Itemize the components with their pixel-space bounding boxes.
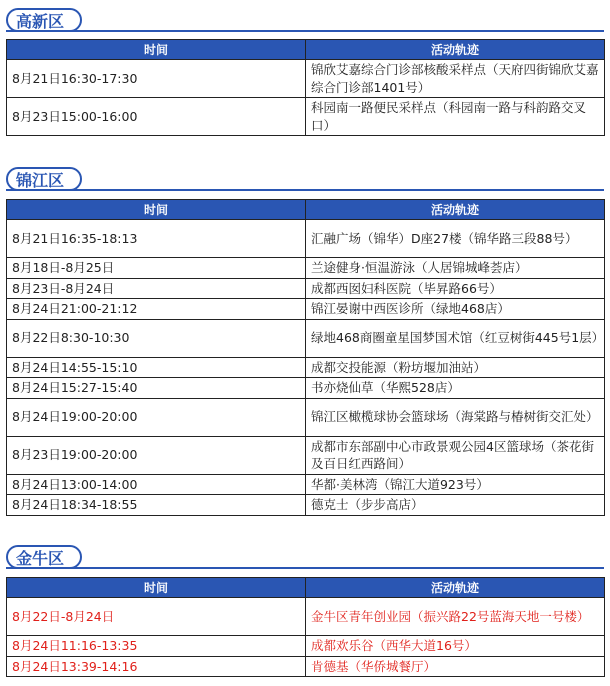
district-badge [6,167,82,191]
track-cell: 德克士（步步高店） [306,495,605,516]
column-header-track: 活动轨迹 [306,578,605,598]
table-row [7,220,605,258]
column-header-track: 活动轨迹 [306,40,605,60]
time-cell: 8月22日8:30-10:30 [7,319,306,357]
track-cell: 肯德基（华侨城餐厅） [306,656,605,677]
table-row [7,636,605,657]
time-cell: 8月24日14:55-15:10 [7,357,306,378]
time-cell: 8月23日-8月24日 [7,278,306,299]
table-row [7,98,605,136]
track-cell: 成都市东部副中心市政景观公园4区篮球场（茶花街及百日红西路间） [306,436,605,474]
track-cell: 成都交投能源（粉坊堰加油站） [306,357,605,378]
track-cell: 兰途健身·恒温游泳（人居锦城峰荟店） [306,258,605,279]
time-cell: 8月21日16:30-17:30 [7,60,306,98]
track-cell: 科园南一路便民采样点（科园南一路与科韵路交叉口） [306,98,605,136]
track-cell: 汇融广场（锦华）D座27楼（锦华路三段88号） [306,220,605,258]
table-row [7,60,605,98]
track-cell: 金牛区青年创业园（振兴路22号蓝海天地一号楼） [306,598,605,636]
table-row [7,258,605,279]
time-cell: 8月21日16:35-18:13 [7,220,306,258]
time-cell: 8月24日21:00-21:12 [7,299,306,320]
schedule-table-jinjiang [6,199,605,516]
table-row [7,319,605,357]
track-cell: 绿地468商圈童星国梦国术馆（红豆树街445号1层） [306,319,605,357]
table-header-row [7,40,605,60]
table-row [7,436,605,474]
district-badge [6,545,82,569]
track-cell: 锦江晏谢中西医诊所（绿地468店） [306,299,605,320]
table-header-row [7,200,605,220]
divider [6,189,604,191]
table-row [7,656,605,677]
table-header-row [7,578,605,598]
table-row [7,378,605,399]
district-name: 金牛区 [16,548,65,568]
time-cell: 8月24日13:39-14:16 [7,656,306,677]
table-row [7,398,605,436]
track-cell: 书亦烧仙草（华熙528店） [306,378,605,399]
track-cell: 成都欢乐谷（西华大道16号） [306,636,605,657]
track-cell: 成都西囡妇科医院（毕昇路66号） [306,278,605,299]
table-row [7,357,605,378]
district-name: 锦江区 [16,170,65,190]
divider [6,567,604,569]
column-header-time: 时间 [7,200,306,220]
table-row [7,598,605,636]
divider [6,30,604,32]
schedule-table-jinniu [6,577,605,677]
time-cell: 8月24日18:34-18:55 [7,495,306,516]
table-row [7,278,605,299]
time-cell: 8月22日-8月24日 [7,598,306,636]
time-cell: 8月24日15:27-15:40 [7,378,306,399]
time-cell: 8月23日15:00-16:00 [7,98,306,136]
schedule-table-gaoxin [6,39,605,136]
track-cell: 锦欣艾嘉综合门诊部核酸采样点（天府四街锦欣艾嘉综合门诊部1401号） [306,60,605,98]
time-cell: 8月18日-8月25日 [7,258,306,279]
time-cell: 8月24日19:00-20:00 [7,398,306,436]
column-header-time: 时间 [7,578,306,598]
table-row [7,474,605,495]
track-cell: 锦江区橄榄球协会篮球场（海棠路与椿树街交汇处） [306,398,605,436]
time-cell: 8月23日19:00-20:00 [7,436,306,474]
district-badge [6,8,82,32]
table-row [7,299,605,320]
time-cell: 8月24日11:16-13:35 [7,636,306,657]
time-cell: 8月24日13:00-14:00 [7,474,306,495]
track-cell: 华都·美林湾（锦江大道923号） [306,474,605,495]
column-header-time: 时间 [7,40,306,60]
table-row [7,495,605,516]
district-name: 高新区 [16,11,65,31]
column-header-track: 活动轨迹 [306,200,605,220]
